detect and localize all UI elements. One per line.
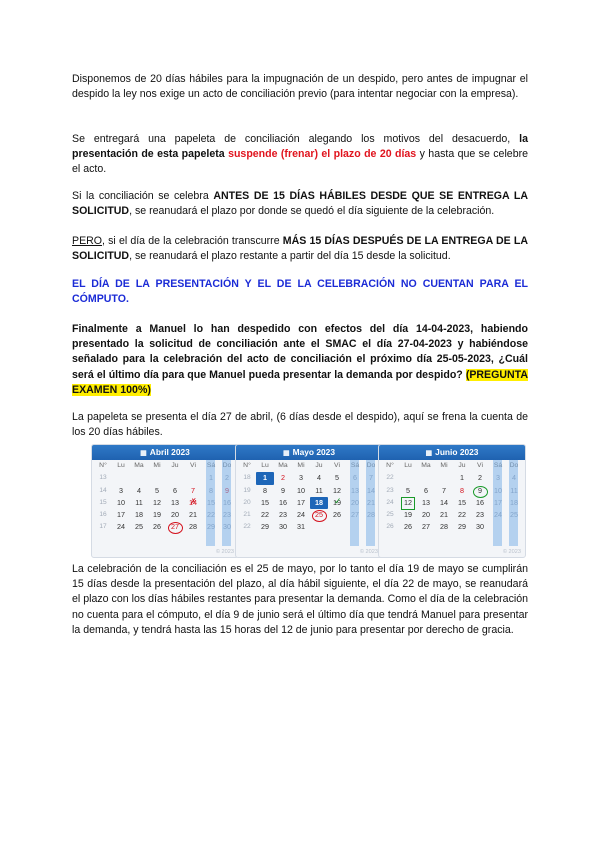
text: y hasta que se celebre el acto.: [72, 148, 529, 176]
calendar-day[interactable]: 19 ✓: [328, 497, 346, 509]
calendar-week-row: [236, 497, 382, 509]
week-number: 19: [243, 486, 251, 494]
calendar-day[interactable]: 20: [171, 510, 179, 520]
weekday-label: Mi: [153, 462, 161, 469]
weekday-label: Vi: [190, 462, 196, 469]
calendar-week-row: [92, 497, 238, 509]
calendar-day[interactable]: 7: [442, 485, 446, 495]
text: , se reanudará el plazo restante a partir del día 15 desde la solicitud.: [129, 250, 451, 263]
calendar-footer: © 2023: [359, 549, 378, 555]
calendar-grid: [236, 460, 382, 534]
weekend-column-stripe: [350, 460, 359, 546]
calendar-week-row: [92, 472, 238, 484]
calendar-day[interactable]: 10: [117, 497, 125, 507]
calendar-day[interactable]: 25: [135, 522, 143, 532]
calendar-day[interactable]: 14: [440, 497, 448, 507]
calendar-day[interactable]: 10: [297, 485, 305, 495]
calendar-day[interactable]: 22: [261, 510, 269, 520]
calendar-header: [236, 445, 382, 460]
weekday-label: Lu: [117, 462, 125, 469]
calendar-day[interactable]: 23: [279, 510, 287, 520]
paragraph-pero: [72, 234, 528, 264]
paragraph-papeleta-fecha: La papeleta se presenta el día 27 de abril, (6 días desde el despido), aquí se frena la cuenta de los 20 días hábiles.: [72, 411, 528, 439]
calendar-day[interactable]: 27: [422, 522, 430, 532]
paragraph-antes: [72, 189, 528, 219]
calendar-day[interactable]: 30: [476, 522, 484, 532]
text-red: suspende (frenar) el plazo de 20 días: [228, 148, 417, 161]
calendar-icon: ▦: [425, 450, 433, 457]
calendar-week-row: [379, 521, 525, 533]
calendar-week-row: [92, 521, 238, 533]
calendar-day[interactable]: 19: [404, 510, 412, 520]
calendar-day[interactable]: 3: [299, 473, 303, 483]
weekday-label: Ju: [171, 462, 179, 469]
calendar-title: Mayo 2023: [292, 447, 335, 457]
calendar-weekday-header-row: [236, 460, 382, 472]
calendar-weekday-header-row: [379, 460, 525, 472]
calendar-day[interactable]: 24: [117, 522, 125, 532]
weekday-label: Ma: [421, 462, 431, 469]
calendar-title: Abril 2023: [149, 447, 190, 457]
calendar-week-row: [236, 472, 382, 484]
calendar-footer: © 2023: [502, 549, 521, 555]
calendar-day[interactable]: 11: [315, 485, 323, 495]
calendar-day[interactable]: 11: [135, 497, 143, 507]
weekday-label: Mi: [440, 462, 448, 469]
calendar-day[interactable]: 6: [424, 485, 428, 495]
calendar-week-row: [379, 485, 525, 497]
weekday-label: Lu: [404, 462, 412, 469]
week-number: 14: [99, 486, 107, 494]
calendar-day[interactable]: 1: [256, 472, 274, 484]
calendar-day[interactable]: 12: [399, 497, 417, 509]
calendar-day[interactable]: 17: [117, 510, 125, 520]
calendar-day[interactable]: 16: [279, 497, 287, 507]
calendar-week-row: [92, 509, 238, 521]
week-number: 13: [99, 474, 107, 482]
calendar-day[interactable]: 27: [166, 521, 184, 533]
weekend-column-stripe: [509, 460, 518, 546]
calendar-day[interactable]: 25: [310, 509, 328, 521]
calendar-week-row: [236, 509, 382, 521]
week-number: 23: [386, 486, 394, 494]
calendar-icon: ▦: [283, 450, 290, 457]
paragraph-papeleta: [72, 132, 528, 178]
calendar-day[interactable]: 13: [171, 497, 179, 507]
calendar-day[interactable]: 19: [153, 510, 161, 520]
calendar-grid: [92, 460, 238, 534]
calendar-day[interactable]: 8: [263, 485, 267, 495]
calendar-day[interactable]: 5: [406, 485, 410, 495]
calendar-day[interactable]: 28: [189, 522, 197, 532]
calendar-day[interactable]: 22: [458, 510, 466, 520]
week-number: 26: [386, 523, 394, 531]
calendar-day[interactable]: 23: [476, 510, 484, 520]
calendar-day[interactable]: 8: [460, 485, 464, 495]
calendar-title: Junio 2023: [435, 447, 479, 457]
weekday-label: Lu: [261, 462, 269, 469]
text: Se entregará una papeleta de conciliación alegando los motivos del desacuerdo,: [72, 133, 520, 145]
week-number: 22: [386, 474, 394, 482]
week-number: 20: [243, 498, 251, 506]
calendar-day[interactable]: 29: [458, 522, 466, 532]
calendar-day[interactable]: 2: [281, 473, 285, 483]
calendar-day[interactable]: 26: [404, 522, 412, 532]
calendar-day[interactable]: 4: [317, 473, 321, 483]
weekday-label: Ju: [458, 462, 466, 469]
weekday-label: Mi: [297, 462, 305, 469]
calendar-day[interactable]: 12: [153, 497, 161, 507]
text-bold: ANTES DE 15 DÍAS HÁBILES DESDE QUE SE ENTREGA LA SOLICITUD: [72, 190, 528, 218]
calendar-day[interactable]: 5: [155, 485, 159, 495]
text: , se reanudará el plazo por donde se quedó el día siguiente de la celebración.: [129, 205, 495, 218]
weekday-label: Ma: [134, 462, 144, 469]
calendar-day[interactable]: 1: [460, 473, 464, 483]
calendar-day[interactable]: 30: [279, 522, 287, 532]
calendar-day[interactable]: 17: [297, 497, 305, 507]
paragraph-ejemplo: [72, 322, 528, 398]
weekend-column-stripe: [493, 460, 502, 546]
calendar-day[interactable]: 21: [440, 510, 448, 520]
calendar-day[interactable]: 28: [440, 522, 448, 532]
calendar-day[interactable]: 14 ✗: [184, 497, 202, 509]
calendar-day[interactable]: 20: [422, 510, 430, 520]
calendar-weekday-header-row: [92, 460, 238, 472]
calendar-day[interactable]: 18: [310, 497, 328, 509]
calendar-day[interactable]: 2: [478, 473, 482, 483]
calendar-week-row: [379, 472, 525, 484]
text-bold: la presentación de esta papeleta: [72, 133, 528, 161]
text-bold: MÁS 15 DÍAS DESPUÉS DE LA ENTREGA DE LA SOLICITUD: [72, 235, 528, 263]
weekend-column-stripe: [206, 460, 215, 546]
calendar-day[interactable]: 18: [135, 510, 143, 520]
calendar-day[interactable]: 16: [476, 497, 484, 507]
calendar-day[interactable]: 3: [119, 485, 123, 495]
calendar-day[interactable]: 29: [261, 522, 269, 532]
weekday-label: Ju: [315, 462, 323, 469]
calendar-day[interactable]: 26: [153, 522, 161, 532]
calendar-day[interactable]: 4: [137, 485, 141, 495]
paragraph-computo: EL DÍA DE LA PRESENTACIÓN Y EL DE LA CELEBRACIÓN NO CUENTAN PARA EL CÓMPUTO.: [72, 278, 528, 306]
week-number: 15: [99, 498, 107, 506]
calendar-day[interactable]: 9: [281, 485, 285, 495]
calendar-week-row: [236, 485, 382, 497]
paragraph-conclusion: La celebración de la conciliación es el 25 de mayo, por lo tanto el día 19 de mayo se cumplirán 15 días desde la presentación del plazo, al día hábil siguiente, el día 22 de mayo, se reanudará el plazo con los días hábiles restantes para presentar la demanda. Como el día de la celebración no cuenta para el cómputo, el día 9 de junio será el último día que tendrá Manuel para presentar la demanda, y tendrá hasta las 15 horas del 12 de junio para presentar por derecho de gracia.: [72, 563, 528, 636]
calendar-june: [378, 444, 526, 558]
weekend-column-stripe: [222, 460, 231, 546]
week-number: 17: [99, 523, 107, 531]
calendar-week-row: [379, 497, 525, 509]
paragraph-intro: Disponemos de 20 días hábiles para la impugnación de un despido, pero antes de impugnar el despido la ley nos exige un acto de conciliación previo (para intentar negociar con la empresa).: [72, 73, 528, 101]
calendar-day[interactable]: 15: [261, 497, 269, 507]
week-number: 22: [243, 523, 251, 531]
calendar-day[interactable]: 26: [333, 510, 341, 520]
calendar-day[interactable]: 24: [297, 510, 305, 520]
calendar-week-row: [92, 485, 238, 497]
highlight-pregunta: (PREGUNTA EXAMEN 100%): [72, 368, 528, 396]
calendar-day[interactable]: 12: [333, 485, 341, 495]
weekday-label: N°: [386, 462, 394, 469]
calendar-icon: ▦: [140, 450, 147, 457]
calendar-week-row: [379, 509, 525, 521]
calendar-header: [379, 445, 525, 460]
weekday-label: Vi: [477, 462, 483, 469]
calendar-footer: © 2023: [215, 549, 234, 555]
calendar-day[interactable]: 6: [173, 485, 177, 495]
week-number: 16: [99, 511, 107, 519]
calendar-day[interactable]: 31: [297, 522, 305, 532]
week-number: 21: [243, 511, 251, 519]
calendar-day[interactable]: 21: [189, 510, 197, 520]
text: Si la conciliación se celebra: [72, 190, 214, 202]
week-number: 24: [386, 498, 394, 506]
text-underline: PERO: [72, 235, 103, 247]
calendar-grid: [379, 460, 525, 534]
weekday-label: N°: [243, 462, 251, 469]
calendar-header: [92, 445, 238, 460]
weekend-column-stripe: [366, 460, 375, 546]
calendar-day[interactable]: 15: [458, 497, 466, 507]
text: , si el día de la celebración transcurre: [102, 235, 283, 247]
calendar-day[interactable]: 9: [471, 485, 489, 497]
calendar-day[interactable]: 7: [191, 485, 195, 495]
calendar-day[interactable]: 13: [422, 497, 430, 507]
week-number: 25: [386, 511, 394, 519]
calendar-april: [91, 444, 239, 558]
week-number: 18: [243, 474, 251, 482]
calendar-may: [235, 444, 383, 558]
weekday-label: Ma: [278, 462, 288, 469]
calendar-week-row: [236, 521, 382, 533]
text-bold: Finalmente a Manuel lo han despedido con efectos del día 14-04-2023, habiendo presentado la solicitud de conciliación ante el SMAC el día 27-04-2023 y habiéndose señalado para la celebración del acto de conciliación el próximo día 25-05-2023, ¿Cuál será el último día para que Manuel pueda presentar la demanda por despido?: [72, 323, 528, 381]
calendar-day[interactable]: 5: [335, 473, 339, 483]
weekday-label: N°: [99, 462, 107, 469]
weekday-label: Vi: [334, 462, 340, 469]
